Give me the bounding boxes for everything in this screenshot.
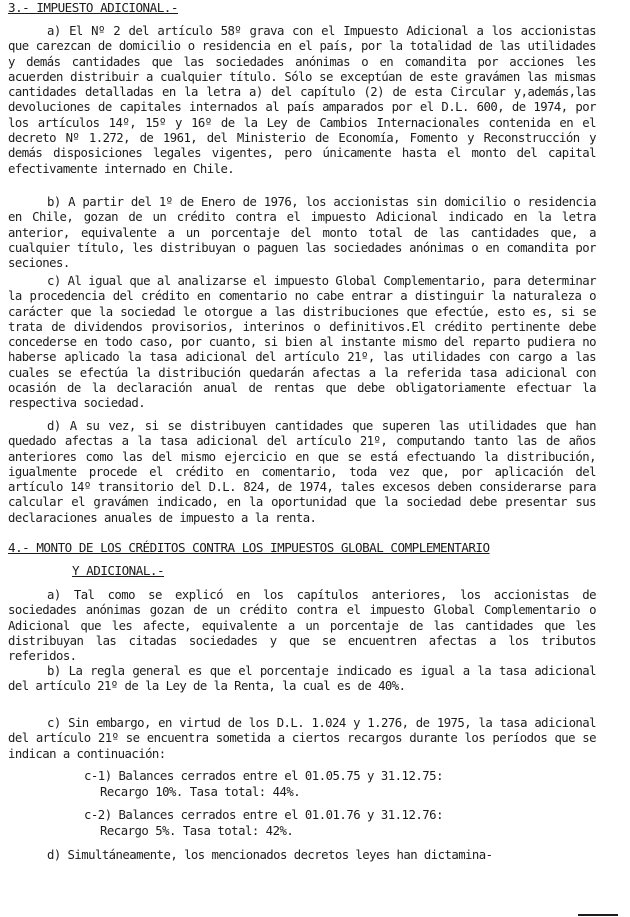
section-4-heading (8, 540, 490, 556)
section-4-paragraph-c: c) Sin embargo, en virtud de los D.L. 1.024 y 1.276, de 1975, la tasa adicional del artículo 21º se encuentra sometida a ciertos recargos durante los períodos que se indican a continuación: (8, 716, 596, 761)
section-3-paragraph-d: d) A su vez, si se distribuyen cantidades que superen las utilidades que han quedado afectas a la tasa adicional del artículo 21º, computando tanto las de años anteriores como las del mismo ejercicio en que se está efectuando la distribución, igualmente procede el crédito en comentario, toda vez que, por aplicación del artículo 14º transitorio del D.L. 824, de 1974, tales excesos deben considerarse para calcular el gravámen indicado, en la oportunidad que la sociedad debe presentar sus declaraciones anuales de impuesto a la renta. (8, 419, 596, 525)
section-4-heading-continuation (72, 563, 164, 579)
item-c1-line-1: c-1) Balances cerrados entre el 01.05.75 y 31.12.75: (84, 769, 443, 783)
section-3-paragraph-b: b) A partir del 1º de Enero de 1976, los accionistas sin domicilio o residencia en Chile, gozan de un crédito contra el impuesto Adicional indicado en la letra anterior, equivalente a un porcentaje del monto total de las cantidades que, a cualquier título, les distribuyan o paguen las sociedades anónimas o en comandita por seciones. (8, 195, 596, 271)
section-4-paragraph-d: d) Simultáneamente, los mencionados decretos leyes han dictamina- (47, 848, 493, 862)
section-4-item-c2 (84, 808, 604, 839)
section-3-paragraph-c: c) Al igual que al analizarse el impuesto Global Complementario, para determinar la procedencia del crédito en comentario no cabe entrar a distinguir la naturaleza o carácter que la sociedad le otorgue a las distribuciones que efectúe, esto es, si se trata de dividendos provisorios, interinos o definitivos.El crédito pertinente debe concederse en todo caso, por cuanto, si bien al instante mismo del reparto pudiera no haberse aplicado la tasa adicional del artículo 21º, las utilidades con cargo a las cuales se efectúa la distribución quedarán afectas a la referida tasa adicional con ocasión de la declaración anual de rentas que debe obligatoriamente efectuar la respectiva sociedad. (8, 274, 596, 411)
item-c2-line-1: c-2) Balances cerrados entre el 01.01.76 y 31.12.76: (84, 808, 443, 822)
section-3-paragraph-a: a) El Nº 2 del artículo 58º grava con el Impuesto Adicional a los accionistas que carezcan de domicilio o residencia en el país, por la totalidad de las utilidades y demás cantidades que las sociedades anónimas o en comandita por acciones les acuerden distribuir a cualquier título. Sólo se exceptúan de este gravámen las mismas cantidades detalladas en la letra a) del capítulo (2) de esta Circular y,además,las devoluciones de capitales internados al país amparados por el D.L. 600, de 1974, por los artículos 14º, 15º y 16º de la Ley de Cambios Internacionales contenida en el decreto Nº 1.272, de 1961, del Ministerio de Economía, Fomento y Reconstrucción y demás disposiciones legales vigentes, pero únicamente hasta el monto del capital efectivamente internado en Chile. (8, 24, 596, 176)
page-edge-rule (578, 914, 618, 916)
item-c1-line-2: Recargo 10%. Tasa total: 44%. (100, 784, 301, 799)
section-4-paragraph-b: b) La regla general es que el porcentaje indicado es igual a la tasa adicional del artículo 21º de la Ley de la Renta, la cual es de 40%. (8, 664, 596, 694)
section-4-paragraph-a: a) Tal como se explicó en los capítulos anteriores, los accionistas de sociedades anónimas gozan de un crédito contra el impuesto Global Complementario o Adicional que les afecte, equivalente a un porcentaje de las cantidades que les distribuyan las citadas sociedades y que se encuentren afectas a los tributos referidos. (8, 588, 596, 664)
section-4-heading-line-2: Y ADICIONAL.- (72, 563, 165, 578)
item-c2-line-2: Recargo 5%. Tasa total: 42%. (100, 823, 294, 838)
section-4-heading-line-1: 4.- MONTO DE LOS CRÉDITOS CONTRA LOS IMPUESTOS GLOBAL COMPLEMENTARIO (8, 540, 490, 555)
section-3-heading-text: 3.- IMPUESTO ADICIONAL.- (8, 0, 178, 15)
section-3-heading (8, 0, 178, 16)
section-4-item-c1 (84, 769, 604, 800)
